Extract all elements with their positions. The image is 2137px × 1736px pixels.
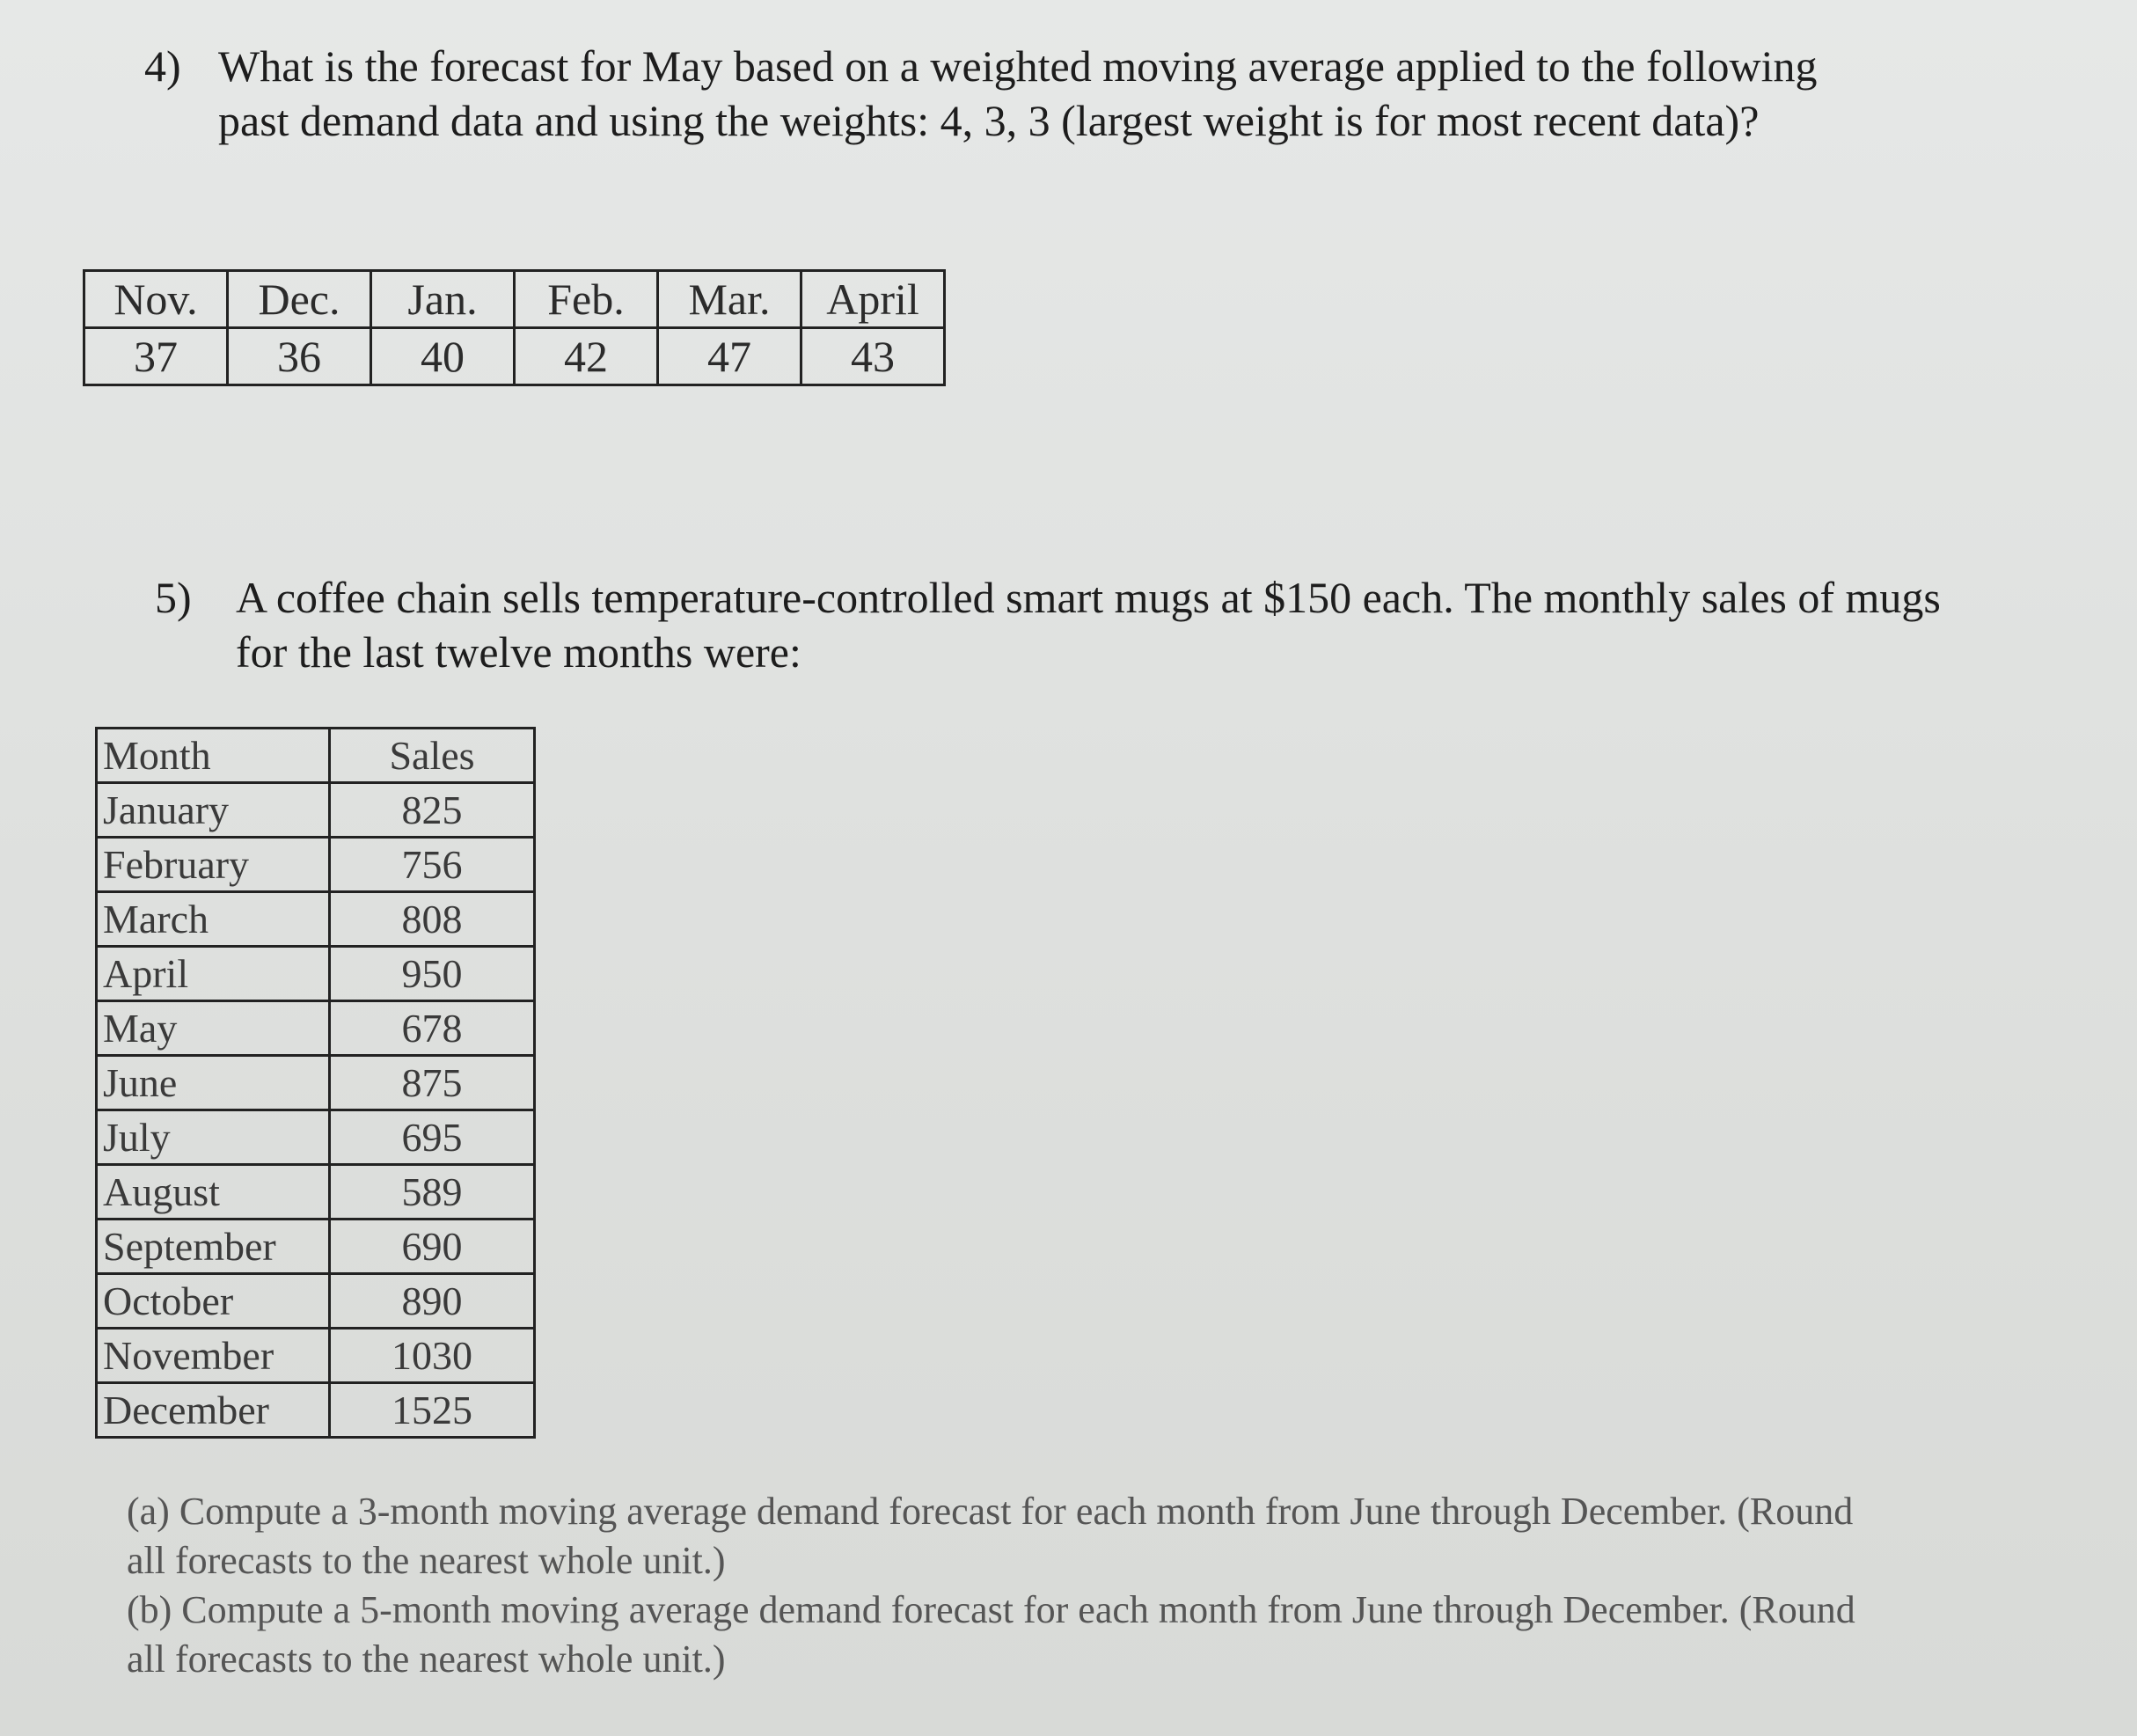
month-cell: February xyxy=(97,838,330,892)
sales-cell: 1030 xyxy=(330,1329,535,1383)
table-row xyxy=(97,783,535,838)
month-header: Month xyxy=(97,729,330,783)
sales-cell: 808 xyxy=(330,892,535,947)
demand-header-cell: Dec. xyxy=(228,271,371,328)
question-5-number: 5) xyxy=(155,573,192,622)
sales-cell: 950 xyxy=(330,947,535,1001)
month-cell: December xyxy=(97,1383,330,1438)
month-cell: January xyxy=(97,783,330,838)
sales-cell: 756 xyxy=(330,838,535,892)
demand-header-cell: Jan. xyxy=(371,271,515,328)
sales-cell: 695 xyxy=(330,1110,535,1165)
month-cell: September xyxy=(97,1220,330,1274)
sales-table-header-row xyxy=(97,729,535,783)
table-row xyxy=(97,1329,535,1383)
table-row xyxy=(97,892,535,947)
table-row xyxy=(97,1383,535,1438)
question-5-parts xyxy=(127,1487,1886,1684)
demand-table-header-row xyxy=(84,271,945,328)
demand-value-cell: 37 xyxy=(84,328,228,385)
demand-header-cell: April xyxy=(801,271,945,328)
sales-header: Sales xyxy=(330,729,535,783)
demand-value-cell: 42 xyxy=(515,328,658,385)
table-row xyxy=(97,1056,535,1110)
table-row xyxy=(97,1110,535,1165)
month-cell: April xyxy=(97,947,330,1001)
demand-header-cell: Nov. xyxy=(84,271,228,328)
demand-value-cell: 36 xyxy=(228,328,371,385)
table-row xyxy=(97,947,535,1001)
demand-table xyxy=(83,269,946,386)
part-b-text: (b) Compute a 5-month moving average demand forecast for each month from June through December. (Round all forecasts to the nearest whole unit.) xyxy=(127,1588,1855,1681)
sales-cell: 1525 xyxy=(330,1383,535,1438)
month-cell: August xyxy=(97,1165,330,1220)
question-5-text: A coffee chain sells temperature-controlled smart mugs at $150 each. The monthly sales of mugs for the last twelve months were: xyxy=(236,573,1941,677)
demand-value-cell: 40 xyxy=(371,328,515,385)
table-row xyxy=(97,1274,535,1329)
table-row xyxy=(97,1165,535,1220)
sales-cell: 875 xyxy=(330,1056,535,1110)
sales-table xyxy=(95,727,536,1439)
demand-header-cell: Mar. xyxy=(658,271,801,328)
demand-header-cell: Feb. xyxy=(515,271,658,328)
table-row xyxy=(97,838,535,892)
demand-value-cell: 47 xyxy=(658,328,801,385)
sales-cell: 890 xyxy=(330,1274,535,1329)
month-cell: May xyxy=(97,1001,330,1056)
question-4-text: What is the forecast for May based on a weighted moving average applied to the following past demand data and using the weights: 4, 3, 3 (largest weight is for most recent data)? xyxy=(218,41,1818,145)
question-4-number: 4) xyxy=(144,41,181,91)
month-cell: July xyxy=(97,1110,330,1165)
sales-cell: 825 xyxy=(330,783,535,838)
month-cell: March xyxy=(97,892,330,947)
month-cell: October xyxy=(97,1274,330,1329)
demand-table-value-row xyxy=(84,328,945,385)
month-cell: June xyxy=(97,1056,330,1110)
sales-cell: 690 xyxy=(330,1220,535,1274)
sales-cell: 589 xyxy=(330,1165,535,1220)
sales-cell: 678 xyxy=(330,1001,535,1056)
demand-value-cell: 43 xyxy=(801,328,945,385)
part-a-text: (a) Compute a 3-month moving average demand forecast for each month from June through December. (Round all forecasts to the nearest whole unit.) xyxy=(127,1490,1854,1582)
table-row xyxy=(97,1220,535,1274)
month-cell: November xyxy=(97,1329,330,1383)
table-row xyxy=(97,1001,535,1056)
